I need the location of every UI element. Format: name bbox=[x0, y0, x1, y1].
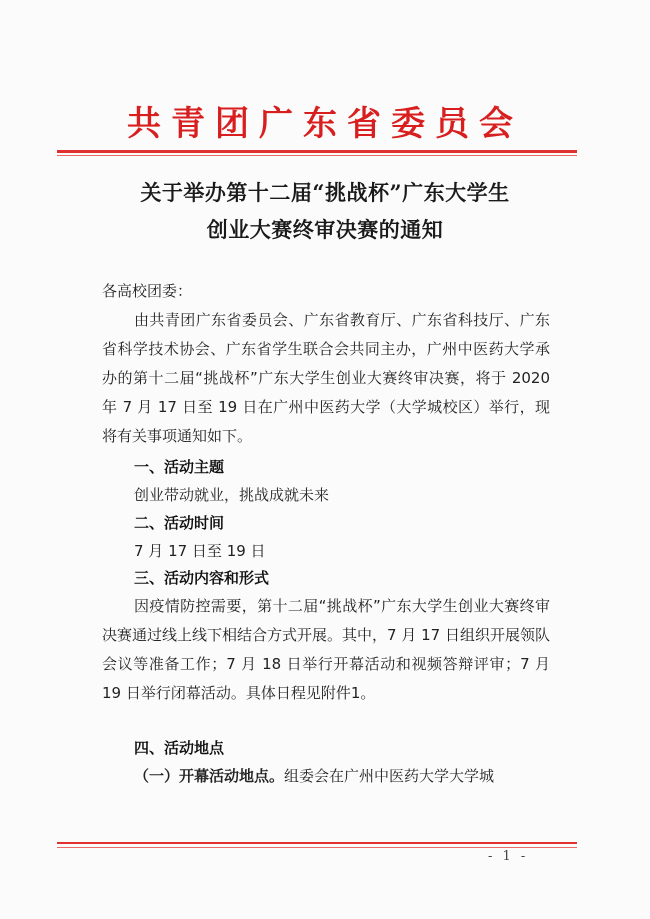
intro-paragraph bbox=[102, 306, 550, 451]
content-text: 因疫情防控需要，第十二届“挑战杯”广东大学生创业大赛终审决赛通过线上线下相结合方式开展。其中，7 月 17 日组织开展领队会议等准备工作；7 月 18 日举行开幕活动和视频答辩评审；7 月 19 日举行闭幕活动。具体日程见附件1。 bbox=[102, 597, 550, 702]
section-heading-time: 二、活动时间 bbox=[134, 514, 225, 532]
section-heading-content: 三、活动内容和形式 bbox=[134, 569, 270, 587]
location-sub-text: 组委会在广州中医药大学大学城 bbox=[284, 767, 495, 785]
footer-rule bbox=[57, 842, 577, 844]
salutation: 各高校团委： bbox=[102, 282, 193, 300]
document-title-line-1: 关于举办第十二届“挑战杯”广东大学生 bbox=[140, 180, 510, 205]
location-sub-item bbox=[134, 765, 494, 786]
letterhead-rule bbox=[57, 150, 577, 153]
intro-text: 由共青团广东省委员会、广东省教育厅、广东省科技厅、广东省科学技术协会、广东省学生联合会共同主办，广州中医药大学承办的第十二届“挑战杯”广东大学生创业大赛终审决赛，将于 2020 年 7 月 17 日至 19 日在广州中医药大学（大学城校区）举行，现将有关事项通知如下。 bbox=[102, 311, 550, 445]
page-number: - 1 - bbox=[488, 849, 529, 864]
theme-text: 创业带动就业，挑战成就未来 bbox=[134, 486, 330, 504]
letterhead-title: 共青团广东省委员会 bbox=[127, 104, 523, 144]
section-heading-location: 四、活动地点 bbox=[134, 739, 225, 757]
letterhead-rule-thin bbox=[57, 155, 577, 156]
footer-rule-thin bbox=[57, 847, 577, 848]
section-heading-theme: 一、活动主题 bbox=[134, 458, 225, 476]
location-sub-label: （一）开幕活动地点。 bbox=[134, 767, 285, 785]
time-text: 7 月 17 日至 19 日 bbox=[134, 542, 266, 560]
content-paragraph bbox=[102, 592, 550, 708]
document-title-line-2: 创业大赛终审决赛的通知 bbox=[206, 217, 444, 242]
